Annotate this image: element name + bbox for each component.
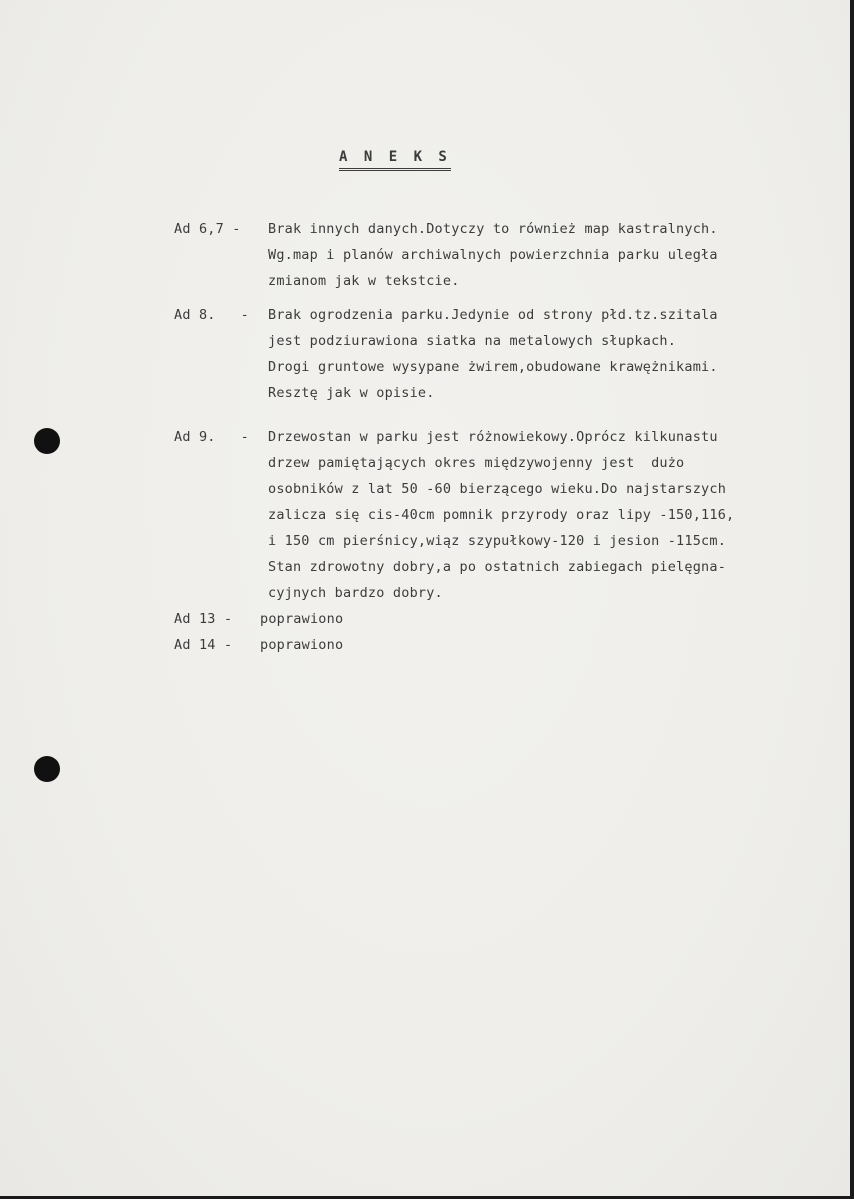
text-line: Stan zdrowotny dobry,a po ostatnich zabiegach pielęgna- <box>268 559 727 575</box>
text-line: Resztę jak w opisie. <box>268 385 435 401</box>
text-line: jest podziurawiona siatka na metalowych słupkach. <box>268 333 677 349</box>
text-line: Brak innych danych.Dotyczy to również map kastralnych. <box>268 221 718 237</box>
text-line: drzew pamiętających okres międzywojenny jest dużo <box>268 455 685 471</box>
entry-text <box>268 216 718 294</box>
text-line: Drogi gruntowe wysypane żwirem,obudowane krawężnikami. <box>268 359 718 375</box>
text-line: poprawiono <box>260 637 344 653</box>
entry-label: Ad 8. - <box>174 307 249 323</box>
entry-text <box>268 424 734 606</box>
text-line: Drzewostan w parku jest różnowiekowy.Oprócz kilkunastu <box>268 429 718 445</box>
punch-hole <box>34 428 60 454</box>
punch-hole <box>34 756 60 782</box>
text-line: zalicza się cis-40cm pomnik przyrody oraz lipy -150,116, <box>268 507 735 523</box>
entry-label: Ad 13 - <box>174 611 233 627</box>
text-line: poprawiono <box>260 611 344 627</box>
text-line: cyjnych bardzo dobry. <box>268 585 443 601</box>
entry-text <box>260 632 343 658</box>
scan-edge <box>850 0 854 1199</box>
document-title: A N E K S <box>339 148 451 171</box>
entry-label: Ad 6,7 - <box>174 221 241 237</box>
text-line: osobników z lat 50 -60 bierzącego wieku.Do najstarszych <box>268 481 727 497</box>
text-line: Wg.map i planów archiwalnych powierzchnia parku uległa <box>268 247 718 263</box>
entry-text <box>260 606 343 632</box>
text-line: zmianom jak w tekstcie. <box>268 273 460 289</box>
text-line: i 150 cm pierśnicy,wiąz szypułkowy-120 i jesion -115cm. <box>268 533 727 549</box>
entry-label: Ad 9. - <box>174 429 249 445</box>
text-line: Brak ogrodzenia parku.Jedynie od strony płd.tz.szitala <box>268 307 718 323</box>
entry-label: Ad 14 - <box>174 637 233 653</box>
entry-text <box>268 302 718 406</box>
